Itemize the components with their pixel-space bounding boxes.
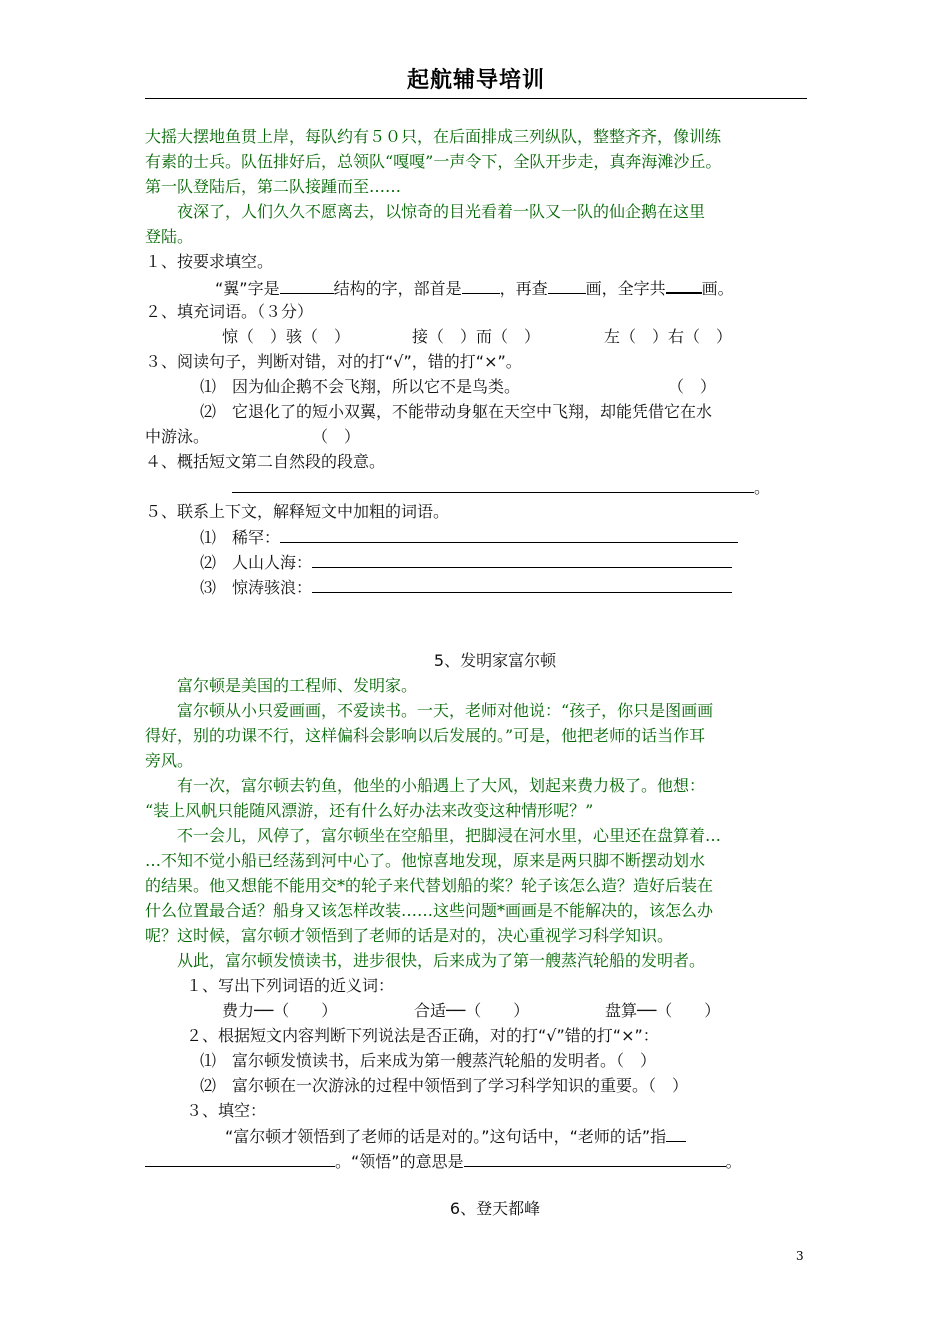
judge-item: ⑴ 因为仙企鹅不会飞翔，所以它不是鸟类。 [200, 377, 521, 396]
fill-word: 左（ ）右（ ） [604, 327, 733, 346]
fill-text: 。“领悟”的意思是 [335, 1152, 464, 1171]
blank-field[interactable] [280, 277, 334, 294]
passage-line: 第一队登陆后，第二队接踵而至…… [145, 177, 402, 196]
synonym-item: 合适──（ ） [414, 1001, 530, 1020]
answer-paren[interactable]: （ ） [312, 427, 361, 446]
answer-line[interactable] [280, 526, 738, 543]
story-line: …不知不觉小船已经荡到河中心了。他惊喜地发现，原来是两只脚不断摆动划水 [145, 851, 706, 870]
answer-paren[interactable]: （ ） [668, 377, 717, 396]
term-row [200, 551, 732, 574]
passage-line: 登陆。 [145, 227, 194, 246]
judge-item: ⑴ 富尔顿发愤读书，后来成为第一艘蒸汽轮船的发明者。（ ） [200, 1051, 657, 1070]
term-label: ⑵ 人山人海： [200, 553, 313, 572]
judge-item-cont: 中游泳。 [145, 427, 210, 446]
story-line: “装上风帆只能随风漂游，还有什么好办法来改变这种情形呢？” [145, 801, 594, 820]
section-title: 5、发明家富尔顿 [433, 651, 557, 670]
story-line: 富尔顿是美国的工程师、发明家。 [145, 676, 418, 695]
story-line: 有一次，富尔顿去钓鱼，他坐的小船遇上了大风，划起来费力极了。他想： [145, 776, 706, 795]
judge-item: ⑵ 它退化了的短小双翼，不能带动身躯在天空中飞翔，却能凭借它在水 [200, 402, 713, 421]
blank-field[interactable] [548, 277, 586, 294]
question-title: １、按要求填空。 [145, 252, 274, 271]
blank-field[interactable] [666, 276, 702, 294]
story-line: 从此，富尔顿发愤读书，进步很快，后来成为了第一艘蒸汽轮船的发明者。 [145, 951, 706, 970]
question-title: ３、阅读句子，判断对错，对的打“√”，错的打“×”。 [145, 352, 522, 371]
page-header [145, 64, 807, 99]
term-label: ⑴ 稀罕： [200, 528, 281, 547]
passage-line: 夜深了，人们久久不愿离去，以惊奇的目光看着一队又一队的仙企鹅在这里 [145, 202, 706, 221]
synonym-item: 费力──（ ） [222, 1001, 338, 1020]
story-line: 呢？这时候，富尔顿才领悟到了老师的话是对的，决心重视学习科学知识。 [145, 926, 674, 945]
question-line [215, 276, 734, 300]
page-number: 3 [796, 1249, 804, 1263]
answer-line-row [232, 476, 770, 499]
blank-field[interactable] [666, 1125, 686, 1142]
story-line: 的结果。他又想能不能用交*的轮子来代替划船的桨？轮子该怎么造？造好后装在 [145, 876, 714, 895]
q1-text-d: 画，全字共 [585, 279, 666, 298]
fill-word: 接（ ）而（ ） [412, 327, 541, 346]
answer-line[interactable] [312, 551, 732, 568]
passage-line: 有素的士兵。队伍排好后，总领队“嘎嘎”一声令下，全队开步走，真奔海滩沙丘。 [145, 152, 722, 171]
blank-field[interactable] [464, 1150, 726, 1167]
synonym-item: 盘算──（ ） [605, 1001, 721, 1020]
q1-text-c: ，再查 [499, 279, 548, 298]
term-label: ⑶ 惊涛骇浪： [200, 578, 313, 597]
answer-line[interactable] [232, 476, 754, 493]
question-title: １、写出下列词语的近义词： [186, 976, 395, 995]
question-title: ２、填充词语。（３分） [145, 302, 314, 321]
section-title: 6、登天都峰 [449, 1199, 541, 1218]
passage-line: 大摇大摆地鱼贯上岸，每队约有５０只，在后面排成三列纵队，整整齐齐，像训练 [145, 127, 722, 146]
question-title: ５、联系上下文，解释短文中加粗的词语。 [145, 502, 450, 521]
term-row [200, 526, 738, 549]
story-line: 得好，别的功课不行，这样偏科会影响以后发展的。”可是，他把老师的话当作耳 [145, 726, 706, 745]
story-line: 什么位置最合适？船身又该怎样改装……这些问题*画画是不能解决的，该怎么办 [145, 901, 714, 920]
story-line: 富尔顿从小只爱画画，不爱读书。一天，老师对他说：“孩子，你只是图画画 [145, 701, 714, 720]
blank-field[interactable] [145, 1150, 335, 1167]
story-line: 不一会儿，风停了，富尔顿坐在空船里，把脚浸在河水里，心里还在盘算着… [145, 826, 722, 845]
fill-word: 惊（ ）骇（ ） [222, 327, 351, 346]
question-title: ３、填空： [186, 1101, 267, 1120]
answer-line[interactable] [312, 576, 732, 593]
q1-text-a: “翼”字是 [215, 279, 280, 298]
header-title: 起航辅导培训 [406, 68, 545, 93]
term-row [200, 576, 732, 599]
story-line: 旁风。 [145, 751, 194, 770]
fill-row [145, 1150, 742, 1173]
judge-item: ⑵ 富尔顿在一次游泳的过程中领悟到了学习科学知识的重要。（ ） [200, 1076, 689, 1095]
question-title: ４、概括短文第二自然段的段意。 [145, 452, 386, 471]
fill-text: 。 [725, 1152, 742, 1171]
blank-field[interactable] [462, 277, 500, 294]
q1-text-e: 画。 [701, 279, 734, 298]
end-mark: 。 [754, 478, 771, 497]
fill-row [225, 1125, 686, 1148]
q1-text-b: 结构的字，部首是 [333, 279, 462, 298]
fill-text: “富尔顿才领悟到了老师的话是对的。”这句话中，“老师的话”指 [225, 1127, 667, 1146]
question-title: ２、根据短文内容判断下列说法是否正确，对的打“√”错的打“×”： [186, 1026, 659, 1045]
